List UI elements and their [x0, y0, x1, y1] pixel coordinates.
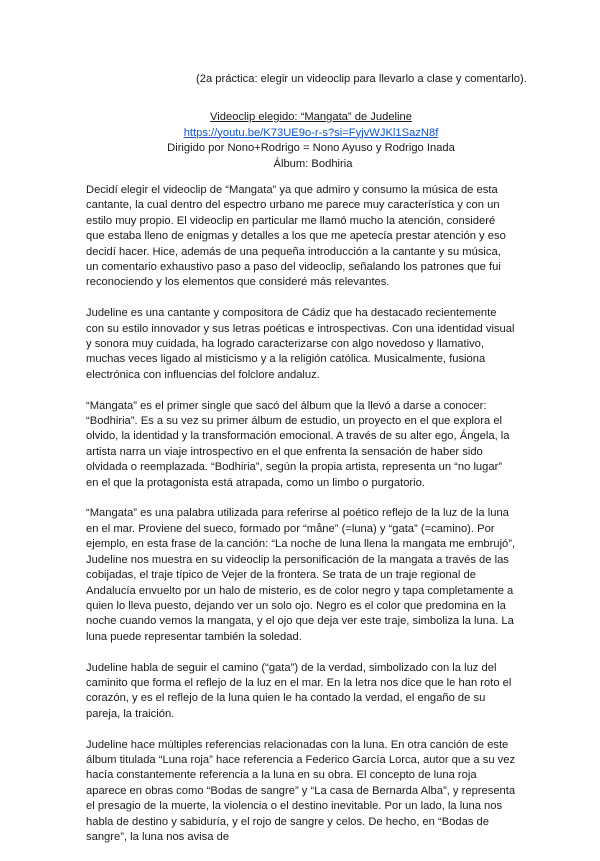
paragraph: Decidí elegir el videoclip de “Mangata” ya que admiro y consumo la música de esta cantante, la cual dentro del espectro urbano me parece muy característica y con un estilo muy propio. El videoclip en particular me llamó mucho la atención, consideré que estaba lleno de enigmas y detalles a los que me apetecía prestar atención y eso decidí hacer. Hice, además de una pequeña introducción a la cantante y su música, un comentario exhaustivo paso a paso del videoclip, señalando los patrones que fui reconociendo y los elementos que consideré más relevantes.	[86, 184, 506, 289]
paragraph: Judeline es una cantante y compositora de Cádiz que ha destacado recientemente con su estilo innovador y sus letras poéticas e introspectivas. Con una identidad visual y sonora muy cuidada, ha logrado caracterizarse con algo novedoso y llamativo, muchas veces ligado al misticismo y a la religión católica. Musicalmente, fusiona electrónica con influencias del folclore andaluz.	[86, 307, 515, 381]
video-link[interactable]: https://youtu.be/K73UE9o-r-s?si=FyjvWJKl1SazN8f	[183, 126, 439, 139]
directors-line: Dirigido por Nono+Rodrigo = Nono Ayuso y Rodrigo Inada	[167, 142, 455, 154]
album-line: Álbum: Bodhiria	[273, 157, 353, 170]
document-title: Videoclip elegido: “Mangata” de Judeline	[210, 111, 412, 123]
paragraph: Judeline habla de seguir el camino (“gata”) de la verdad, simbolizado con la luz del caminito que forma el reflejo de la luz en el mar. En la letra nos dice que le han roto el corazón, y es el reflejo de la luna quien le ha contado la verdad, el engaño de su pareja, la traición.	[86, 661, 512, 720]
paragraph: Judeline hace múltiples referencias relacionadas con la luna. En otra canción de este álbum titulada “Luna roja” hace referencia a Federico García Lorca, autor que a su vez hacía constantemente referencia a la luna en su obra. El concepto de luna roja aparece en obras como “Bodas de sangre” y “La casa de Bernarda Alba”, y representa el presagio de la muerte, la violencia o el destino inevitable. Por un lado, la luna nos habla de destino y sabiduría, y el rojo de sangre y celos. De hecho, en “Bodas de sangre”, la luna nos avisa de	[86, 738, 516, 843]
paragraph: “Mangata” es el primer single que sacó del álbum que la llevó a darse a conocer: “Bodhiria”. Es a su vez su primer álbum de estudio, un proyecto en el que explora el olvido, la identidad y la transformación emocional. A través de su alter ego, Ángela, la artista narra un viaje introspectivo en el que enfrenta la sensación de haber sido olvidada o reemplazada. “Bodhiria”, según la propia artista, representa un “no lugar” en el que la protagonista está atrapada, como un limbo o purgatorio.	[86, 399, 510, 489]
document-header	[0, 110, 600, 172]
paragraph: “Mangata” es una palabra utilizada para referirse al poético reflejo de la luz de la luna en el mar. Proviene del sueco, formado por “måne” (=luna) y “gata” (=camino). Por ejemplo, en esta frase de la canción: “La noche de luna llena la mangata me embrujó”, Judeline nos muestra en su videoclip la personificación de la mangata a través de las cobijadas, el traje típico de Vejer de la frontera. Se trata de un traje regional de Andalucía envuelto por un halo de misterio, es de color negro y tapa completamente a quien lo lleva puesto, dejando ver un solo ojo. Negro es el color que predomina en la noche cuando vemos la mangata, y el ojo que deja ver este traje, simboliza la luna. La luna puede representar también la soledad.	[86, 507, 516, 643]
assignment-note: (2a práctica: elegir un videoclip para llevarlo a clase y comentarlo).	[196, 73, 527, 85]
document-body	[86, 183, 516, 861]
